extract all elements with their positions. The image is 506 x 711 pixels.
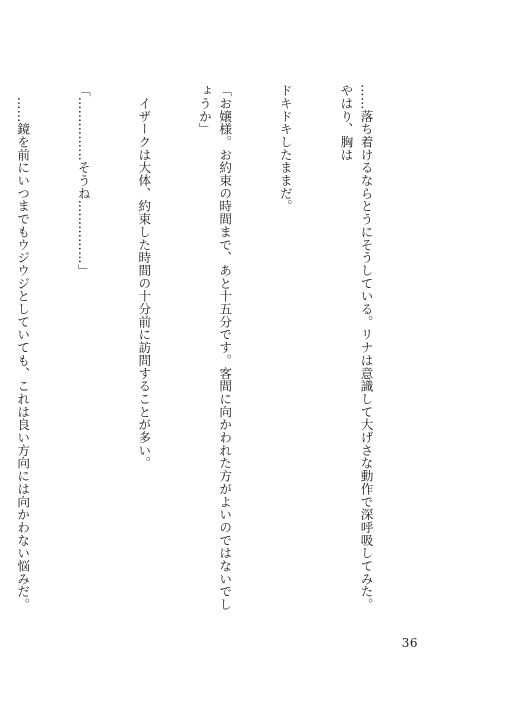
text-line: 「お嬢様。お約束の時間まで、あと十五分です。客間に向かわれた方がよいのではないでしょうか」 [196, 84, 233, 611]
text-line: ……落ち着けるならとうにそうしている。リナは意識して大げさな動作で深呼吸してみた。やはり、胸は [338, 84, 374, 611]
vertical-body-text [15, 84, 416, 614]
page-number: 36 [401, 636, 418, 650]
text-line: ドキドキしたままだ。 [277, 84, 293, 213]
text-line: イザークは大体、約束した時間の十分前に訪問することが多い。 [136, 84, 152, 470]
text-line: ……鏡を前にいつまでもウジウジとしていても、これは良い方向には向かわない悩みだ。 [15, 84, 31, 611]
text-line: 「……………そうね……………」 [75, 84, 91, 277]
